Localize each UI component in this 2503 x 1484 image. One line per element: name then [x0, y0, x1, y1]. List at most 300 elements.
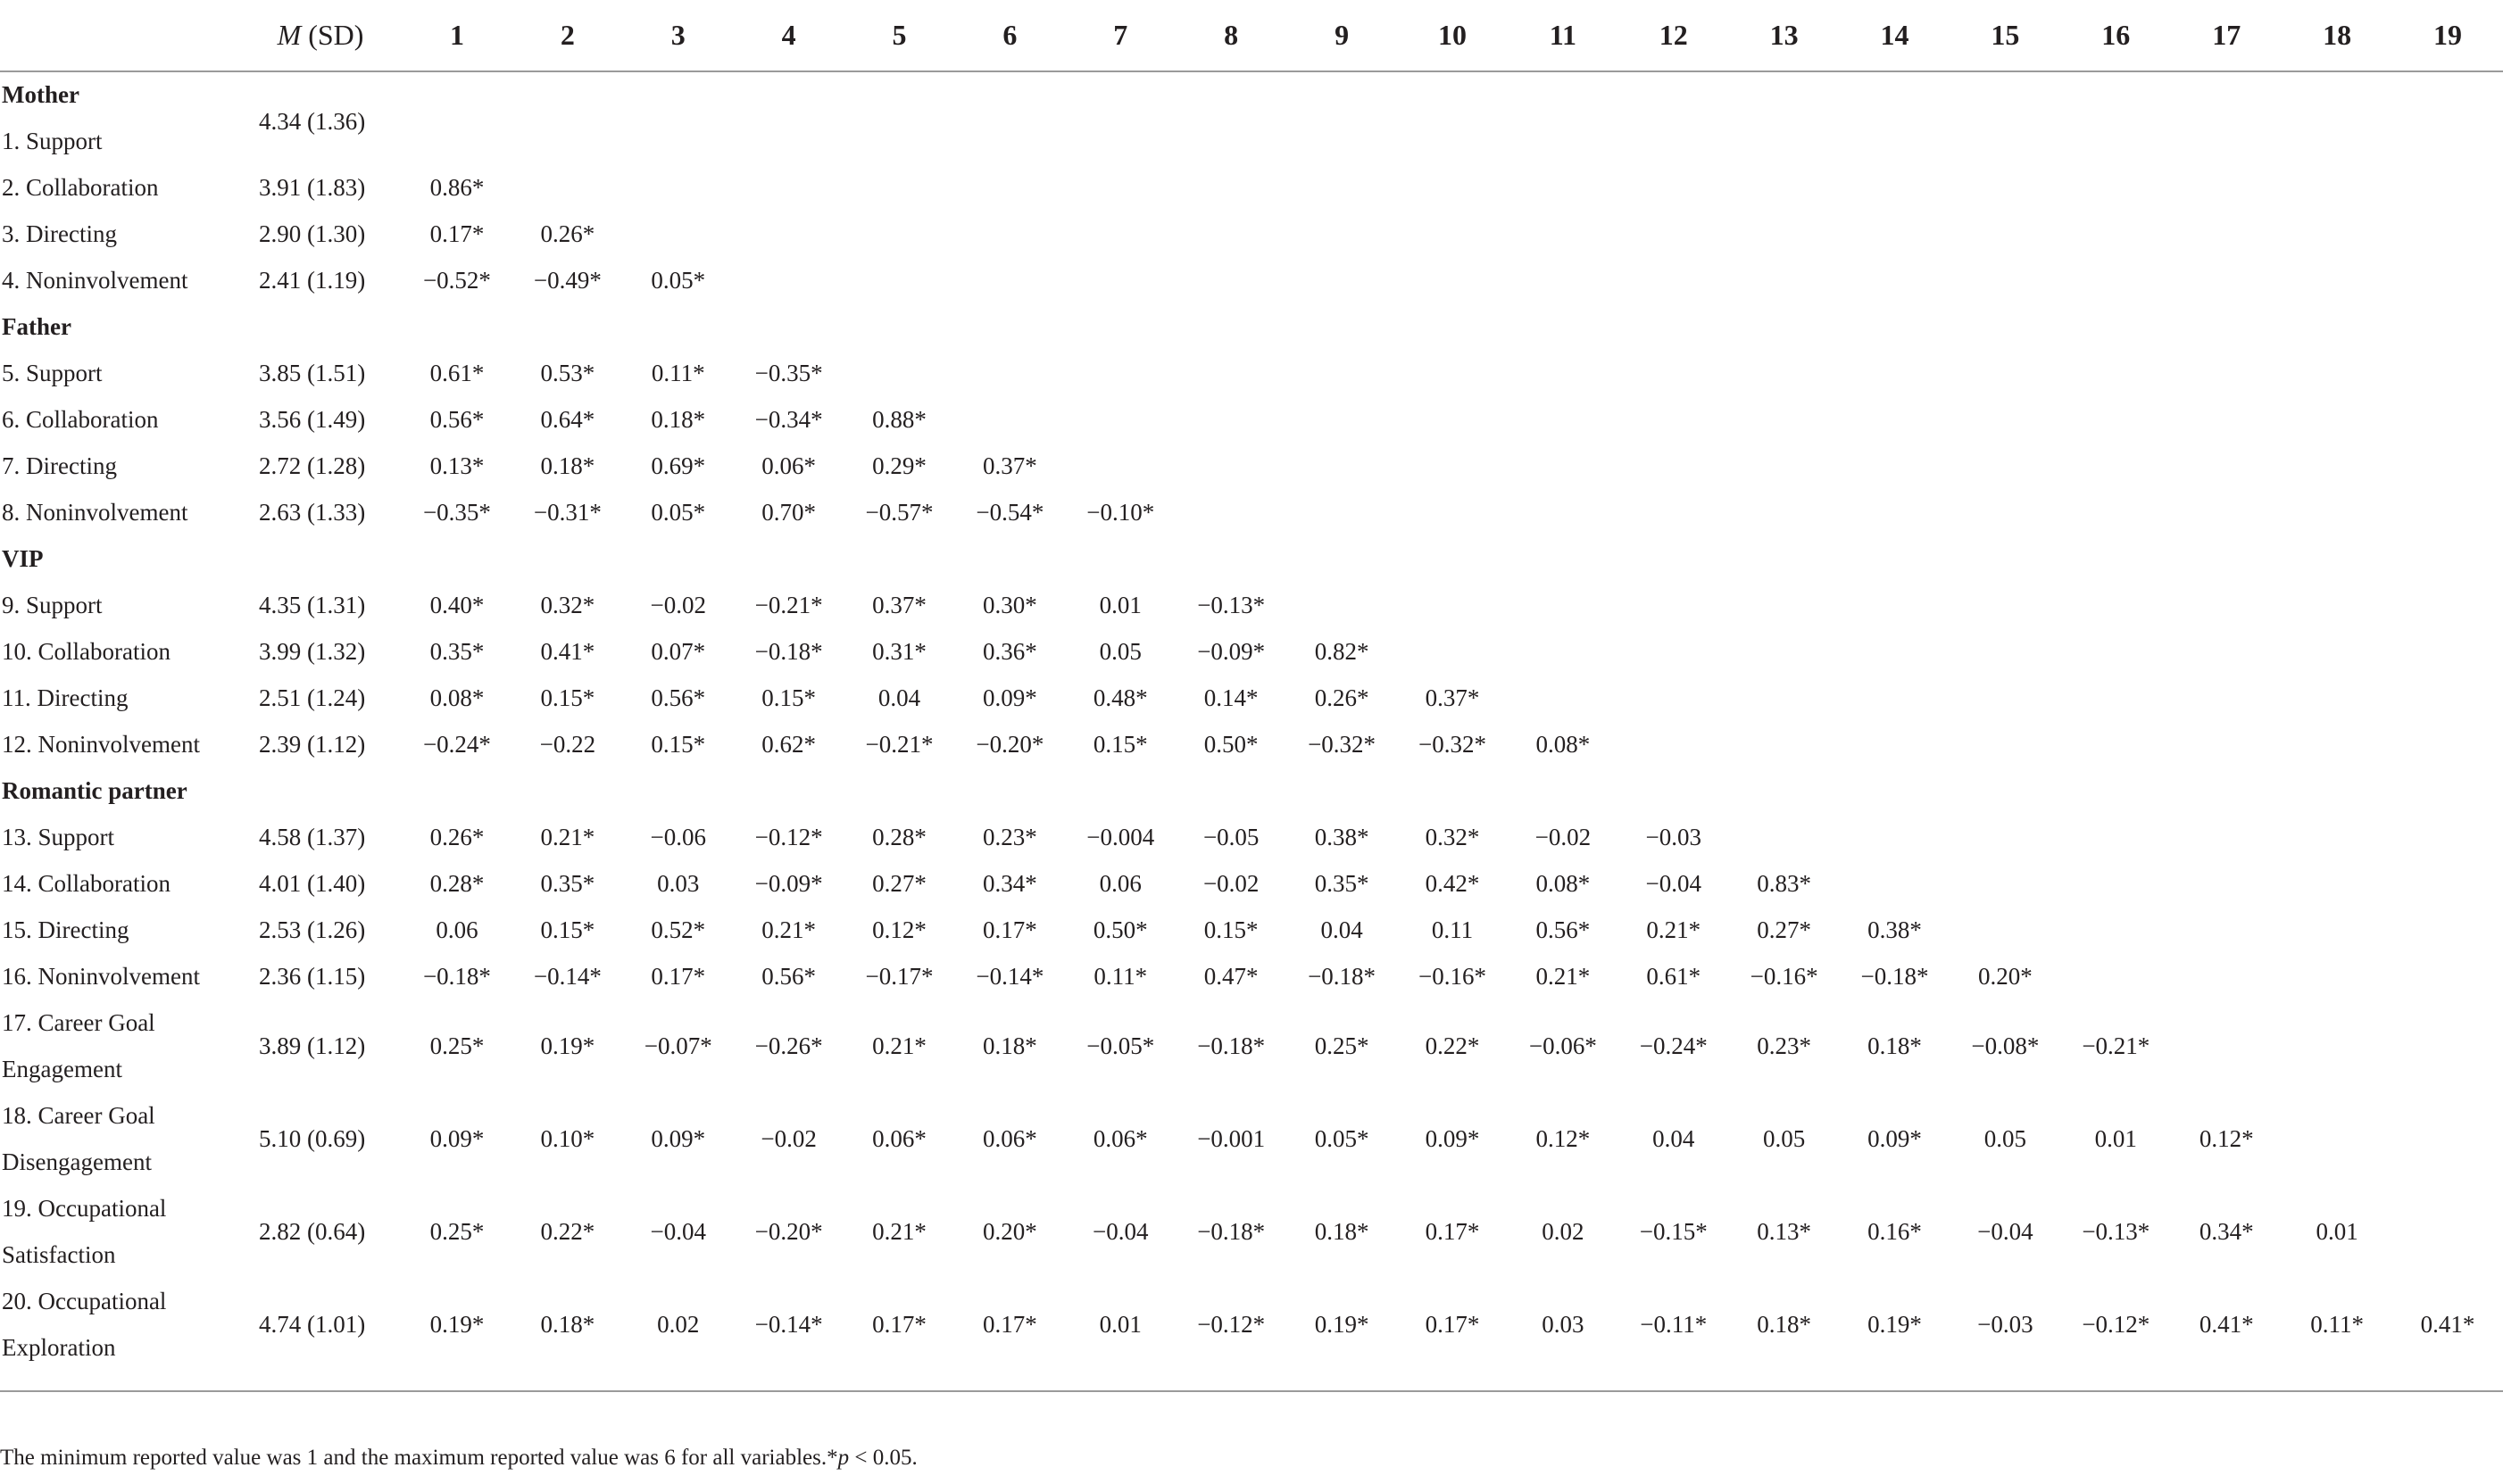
correlation-cell — [2060, 489, 2171, 535]
correlation-cell: 0.12* — [872, 916, 927, 943]
correlation-cell: 0.12* — [2199, 1124, 2254, 1152]
variable-label: 4. Noninvolvement — [2, 267, 188, 294]
correlation-cell — [1286, 443, 1397, 489]
correlation-cell — [1729, 118, 1840, 164]
correlation-cell: 0.25* — [429, 1032, 485, 1059]
correlation-cell: −0.05* — [1086, 1032, 1155, 1059]
correlation-cell — [1840, 257, 1950, 303]
correlation-cell: −0.24* — [1639, 1032, 1708, 1059]
correlation-cell — [1950, 628, 2060, 675]
correlation-cell: −0.04 — [1645, 869, 1701, 897]
correlation-cell: 0.50* — [1093, 916, 1148, 943]
correlation-cell — [1729, 582, 1840, 628]
correlation-cell: 0.26* — [540, 220, 595, 247]
correlation-cell — [1508, 582, 1618, 628]
mean-sd-cell: 2.53 (1.26) — [259, 916, 366, 943]
correlation-cell — [2282, 396, 2392, 443]
correlation-cell: 0.02 — [657, 1310, 700, 1338]
column-header-10: 10 — [1397, 0, 1508, 71]
correlation-cell: 0.56* — [761, 962, 816, 990]
correlation-cell — [2171, 582, 2282, 628]
correlation-cell — [1397, 582, 1508, 628]
variable-label: 10. Collaboration — [2, 638, 170, 665]
correlation-cell — [2392, 582, 2503, 628]
table-row — [0, 164, 2503, 211]
group-label: Romantic partner — [2, 776, 187, 804]
correlation-cell — [2060, 211, 2171, 257]
correlation-cell: 0.21* — [761, 916, 816, 943]
correlation-cell — [2282, 350, 2392, 396]
correlation-cell — [2060, 582, 2171, 628]
correlation-cell — [1286, 396, 1397, 443]
correlation-cell — [1618, 721, 1729, 767]
correlation-cell — [2392, 675, 2503, 721]
mean-sd-cell: 3.85 (1.51) — [259, 359, 366, 386]
correlation-cell — [1950, 118, 2060, 164]
correlation-cell: −0.49* — [533, 266, 602, 294]
correlation-cell — [1729, 489, 1840, 535]
correlation-cell: 0.21* — [1535, 962, 1591, 990]
correlation-cell: 0.16* — [1867, 1217, 1922, 1245]
correlation-cell: 0.32* — [540, 591, 595, 618]
correlation-cell — [1950, 443, 2060, 489]
table-row — [0, 211, 2503, 257]
variable-label: 12. Noninvolvement — [2, 731, 200, 758]
correlation-cell: 0.53* — [540, 359, 595, 386]
correlation-cell: −0.14* — [976, 962, 1044, 990]
column-header-17: 17 — [2171, 0, 2282, 71]
correlation-cell — [1508, 211, 1618, 257]
correlation-cell — [2392, 396, 2503, 443]
correlation-cell — [1950, 164, 2060, 211]
correlation-cell — [2282, 164, 2392, 211]
column-header-4: 4 — [734, 0, 844, 71]
correlation-cell: −0.32* — [1308, 730, 1376, 758]
correlation-cell — [2171, 164, 2282, 211]
correlation-cell: −0.12* — [754, 823, 823, 850]
correlation-cell — [1397, 396, 1508, 443]
correlation-cell: 0.04 — [877, 684, 921, 711]
correlation-cell: −0.18* — [422, 962, 491, 990]
correlation-cell — [1840, 164, 1950, 211]
variable-label: 14. Collaboration — [2, 870, 170, 897]
correlation-cell — [2392, 907, 2503, 953]
correlation-cell — [1176, 443, 1286, 489]
correlation-cell — [2282, 489, 2392, 535]
correlation-cell: 0.22* — [540, 1217, 595, 1245]
correlation-cell: 0.21* — [540, 823, 595, 850]
correlation-cell — [1176, 350, 1286, 396]
mean-sd-cell: 2.63 (1.33) — [259, 498, 366, 526]
correlation-cell — [2392, 118, 2503, 164]
mean-sd-cell: 4.58 (1.37) — [259, 823, 366, 850]
correlation-cell: −0.18* — [754, 637, 823, 665]
correlation-cell — [2282, 443, 2392, 489]
column-header-19: 19 — [2392, 0, 2503, 71]
correlation-cell — [2060, 443, 2171, 489]
correlation-cell — [844, 350, 955, 396]
correlation-cell: 0.09* — [651, 1124, 706, 1152]
correlation-cell — [1176, 396, 1286, 443]
correlation-cell — [734, 211, 844, 257]
table-row — [0, 396, 2503, 443]
correlation-cell: 0.38* — [1314, 823, 1369, 850]
correlation-cell: 0.34* — [2199, 1217, 2254, 1245]
group-header-row — [0, 303, 2503, 350]
correlation-cell: 0.36* — [983, 637, 1037, 665]
correlation-cell: −0.17* — [865, 962, 934, 990]
correlation-cell — [1950, 582, 2060, 628]
correlation-cell: 0.05 — [1099, 637, 1142, 665]
correlation-cell: 0.82* — [1314, 637, 1369, 665]
table-body — [0, 71, 2503, 1371]
correlation-cell: 0.17* — [429, 220, 485, 247]
correlation-cell: 0.19* — [1867, 1310, 1922, 1338]
correlation-cell — [2060, 907, 2171, 953]
correlation-cell — [2392, 489, 2503, 535]
correlation-cell: 0.18* — [1757, 1310, 1811, 1338]
correlation-cell — [2060, 675, 2171, 721]
correlation-cell: −0.12* — [1197, 1310, 1266, 1338]
column-header-1: 1 — [402, 0, 512, 71]
correlation-cell — [1840, 860, 1950, 907]
correlation-cell — [734, 118, 844, 164]
correlation-cell — [2282, 953, 2392, 999]
correlation-cell — [2171, 999, 2282, 1092]
correlation-cell — [1618, 489, 1729, 535]
variable-label: 13. Support — [2, 824, 115, 850]
table-row — [0, 489, 2503, 535]
correlation-cell: −0.52* — [422, 266, 491, 294]
correlation-cell — [2282, 860, 2392, 907]
correlation-cell: 0.04 — [1320, 916, 1363, 943]
correlation-cell: 0.69* — [651, 452, 706, 479]
table-bottom-rule — [0, 1390, 2503, 1392]
correlation-cell — [623, 164, 734, 211]
table-footnote: The minimum reported value was 1 and the maximum reported value was 6 for all variables.*p < 0.05. — [0, 1446, 918, 1470]
correlation-cell: 0.01 — [1099, 1310, 1142, 1338]
table-row — [0, 860, 2503, 907]
correlation-cell — [2282, 721, 2392, 767]
correlation-cell: 0.18* — [1867, 1032, 1922, 1059]
column-header-2: 2 — [512, 0, 623, 71]
correlation-cell — [1729, 350, 1840, 396]
correlation-cell: 0.15* — [761, 684, 816, 711]
variable-label: 2. Collaboration — [2, 174, 159, 201]
correlation-cell — [954, 257, 1065, 303]
correlation-cell — [2060, 257, 2171, 303]
correlation-cell — [1950, 489, 2060, 535]
correlation-cell: 0.37* — [872, 591, 927, 618]
correlation-cell — [1508, 118, 1618, 164]
correlation-cell — [1950, 814, 2060, 860]
correlation-cell — [1729, 164, 1840, 211]
correlation-cell — [2282, 1092, 2392, 1185]
variable-label: 15. Directing — [2, 916, 129, 943]
correlation-cell: 0.64* — [540, 405, 595, 433]
mean-sd-cell: 2.39 (1.12) — [259, 730, 366, 758]
correlation-cell — [1176, 489, 1286, 535]
correlation-cell: −0.35* — [422, 498, 491, 526]
correlation-cell — [1729, 675, 1840, 721]
correlation-cell — [2171, 953, 2282, 999]
correlation-cell: −0.18* — [1197, 1217, 1266, 1245]
correlation-cell — [1065, 118, 1176, 164]
correlation-cell — [734, 164, 844, 211]
mean-sd-cell: 2.90 (1.30) — [259, 220, 366, 247]
correlation-cell — [2392, 814, 2503, 860]
mean-sd-cell: 2.36 (1.15) — [259, 962, 366, 990]
column-header-14: 14 — [1840, 0, 1950, 71]
correlation-cell — [2392, 860, 2503, 907]
correlation-cell: −0.31* — [533, 498, 602, 526]
correlation-cell: 0.19* — [1314, 1310, 1369, 1338]
correlation-cell — [1176, 164, 1286, 211]
correlation-cell — [1950, 396, 2060, 443]
table-row — [0, 953, 2503, 999]
correlation-cell — [954, 350, 1065, 396]
correlation-cell: 0.13* — [1757, 1217, 1811, 1245]
correlation-cell — [1618, 675, 1729, 721]
table-row — [0, 443, 2503, 489]
correlation-cell — [2171, 257, 2282, 303]
correlation-cell: 0.09* — [1425, 1124, 1480, 1152]
correlation-cell: 0.29* — [872, 452, 927, 479]
correlation-cell — [2060, 350, 2171, 396]
correlation-cell: 0.25* — [1314, 1032, 1369, 1059]
correlation-cell — [1065, 443, 1176, 489]
correlation-cell: 0.03 — [1542, 1310, 1584, 1338]
correlation-cell — [2171, 118, 2282, 164]
table-row — [0, 1278, 2503, 1371]
correlation-cell — [1950, 257, 2060, 303]
correlation-cell — [1950, 721, 2060, 767]
correlation-cell: 0.14* — [1203, 684, 1259, 711]
correlation-cell: 0.62* — [761, 730, 816, 758]
correlation-cell: 0.07* — [651, 637, 706, 665]
correlation-cell: 0.47* — [1203, 962, 1259, 990]
correlation-cell — [1950, 350, 2060, 396]
correlation-cell — [1508, 443, 1618, 489]
correlation-cell: −0.12* — [2082, 1310, 2150, 1338]
column-header-13: 13 — [1729, 0, 1840, 71]
correlation-cell — [512, 164, 623, 211]
group-header-row — [0, 535, 2503, 582]
correlation-cell: 0.41* — [540, 637, 595, 665]
variable-label: 16. Noninvolvement — [2, 963, 200, 990]
correlation-cell: 0.17* — [1425, 1217, 1480, 1245]
correlation-cell: −0.21* — [754, 591, 823, 618]
correlation-cell: 0.61* — [1646, 962, 1701, 990]
mean-sd-cell: 3.91 (1.83) — [259, 173, 366, 201]
correlation-cell — [1508, 675, 1618, 721]
correlation-cell: −0.20* — [754, 1217, 823, 1245]
correlation-cell — [2171, 907, 2282, 953]
correlation-cell: 0.05* — [651, 498, 706, 526]
correlation-cell — [1065, 350, 1176, 396]
mean-sd-cell: 3.99 (1.32) — [259, 637, 366, 665]
correlation-cell: −0.32* — [1418, 730, 1486, 758]
correlation-cell: 0.20* — [1978, 962, 2033, 990]
correlation-cell: 0.23* — [1757, 1032, 1811, 1059]
variable-label: 8. Noninvolvement — [2, 499, 188, 526]
correlation-cell: −0.04 — [650, 1217, 706, 1245]
correlation-cell — [2392, 628, 2503, 675]
correlation-cell — [1618, 396, 1729, 443]
correlation-cell — [2171, 721, 2282, 767]
correlation-cell — [2060, 118, 2171, 164]
column-header-12: 12 — [1618, 0, 1729, 71]
correlation-cell — [1065, 211, 1176, 257]
correlation-cell: 0.11* — [1094, 962, 1148, 990]
header-mean-sd: M (SD) — [239, 0, 402, 71]
correlation-cell: 0.11* — [651, 359, 705, 386]
correlation-cell: 0.27* — [1757, 916, 1811, 943]
correlation-cell — [1950, 675, 2060, 721]
variable-label: 18. Career Goal Disengagement — [2, 1102, 155, 1175]
correlation-cell — [2282, 582, 2392, 628]
variable-label: 20. Occupational Exploration — [2, 1288, 167, 1361]
correlation-cell: 0.21* — [1646, 916, 1701, 943]
correlation-cell: −0.09* — [1197, 637, 1266, 665]
correlation-cell — [2392, 164, 2503, 211]
correlation-cell — [2282, 814, 2392, 860]
correlation-cell: −0.13* — [2082, 1217, 2150, 1245]
column-header-16: 16 — [2060, 0, 2171, 71]
correlation-cell — [1065, 257, 1176, 303]
correlation-cell: 0.50* — [1203, 730, 1259, 758]
correlation-cell: 0.17* — [983, 1310, 1037, 1338]
correlation-cell: 0.09* — [1867, 1124, 1922, 1152]
correlation-cell — [1840, 350, 1950, 396]
correlation-cell — [1840, 211, 1950, 257]
correlation-cell — [734, 257, 844, 303]
correlation-cell: −0.02 — [650, 591, 706, 618]
correlation-cell: 0.17* — [651, 962, 706, 990]
correlation-cell — [2282, 211, 2392, 257]
correlation-cell — [2171, 211, 2282, 257]
correlation-cell: 0.18* — [1314, 1217, 1369, 1245]
correlation-cell — [1508, 350, 1618, 396]
group-header-row — [0, 767, 2503, 814]
variable-label: 17. Career Goal Engagement — [2, 1009, 155, 1082]
correlation-cell: 0.05 — [1983, 1124, 2027, 1152]
correlation-cell: 0.06* — [761, 452, 816, 479]
correlation-cell: −0.24* — [422, 730, 491, 758]
correlation-cell: 0.08* — [1535, 730, 1591, 758]
correlation-cell: 0.18* — [540, 1310, 595, 1338]
correlation-cell: 0.23* — [983, 823, 1037, 850]
correlation-cell — [2171, 860, 2282, 907]
variable-label: 11. Directing — [2, 684, 129, 711]
correlation-cell — [2171, 675, 2282, 721]
correlation-cell: 0.09* — [429, 1124, 485, 1152]
correlation-cell — [1840, 489, 1950, 535]
correlation-cell: −0.04 — [1977, 1217, 2033, 1245]
correlation-cell — [2171, 489, 2282, 535]
correlation-cell: −0.08* — [1971, 1032, 2040, 1059]
correlation-cell — [1618, 211, 1729, 257]
correlation-cell: −0.02 — [1534, 823, 1592, 850]
correlation-cell: 0.18* — [540, 452, 595, 479]
correlation-cell — [844, 257, 955, 303]
correlation-cell — [2392, 257, 2503, 303]
correlation-cell — [1065, 164, 1176, 211]
correlation-cell: −0.05 — [1202, 823, 1260, 850]
correlation-cell: 0.12* — [1535, 1124, 1591, 1152]
correlation-cell: 0.38* — [1867, 916, 1922, 943]
mean-sd-cell: 4.74 (1.01) — [259, 1310, 366, 1338]
correlation-cell: 0.03 — [657, 869, 700, 897]
correlation-cell: 0.06* — [872, 1124, 927, 1152]
correlation-cell — [1729, 814, 1840, 860]
correlation-cell: −0.54* — [976, 498, 1044, 526]
correlation-cell: 0.15* — [1093, 730, 1148, 758]
column-header-11: 11 — [1508, 0, 1618, 71]
correlation-cell — [844, 164, 955, 211]
correlation-cell — [1286, 211, 1397, 257]
mean-sd-cell: 3.89 (1.12) — [259, 1032, 366, 1059]
mean-sd-cell: 2.51 (1.24) — [259, 684, 366, 711]
mean-sd-cell: 3.56 (1.49) — [259, 405, 366, 433]
correlation-cell: 0.21* — [872, 1032, 927, 1059]
correlation-cell — [2392, 953, 2503, 999]
correlation-cell — [623, 118, 734, 164]
correlation-cell: 0.26* — [1314, 684, 1369, 711]
correlation-cell: 0.09* — [983, 684, 1037, 711]
table-row — [0, 257, 2503, 303]
correlation-cell — [2171, 443, 2282, 489]
correlation-cell: 0.18* — [983, 1032, 1037, 1059]
mean-sd-cell: 4.35 (1.31) — [259, 591, 366, 618]
group-label: Father — [2, 312, 71, 340]
correlation-cell — [1508, 164, 1618, 211]
correlation-cell: 0.56* — [429, 405, 485, 433]
correlation-cell: −0.18* — [1197, 1032, 1266, 1059]
variable-label: 3. Directing — [2, 220, 117, 247]
correlation-cell — [2392, 1092, 2503, 1185]
correlation-cell — [1065, 396, 1176, 443]
table-row — [0, 907, 2503, 953]
correlation-cell: 0.25* — [429, 1217, 485, 1245]
correlation-cell: −0.21* — [865, 730, 934, 758]
correlation-cell — [2060, 953, 2171, 999]
correlation-cell: 0.52* — [651, 916, 706, 943]
correlation-cell: −0.09* — [754, 869, 823, 897]
correlation-cell — [1286, 118, 1397, 164]
correlation-cell — [954, 164, 1065, 211]
correlation-cell — [2060, 164, 2171, 211]
table-row — [0, 118, 2503, 164]
correlation-cell — [1397, 211, 1508, 257]
correlation-cell: 0.28* — [872, 823, 927, 850]
correlation-cell — [1840, 396, 1950, 443]
variable-label: 6. Collaboration — [2, 406, 159, 433]
correlation-cell: 0.15* — [651, 730, 706, 758]
correlation-cell: 0.13* — [429, 452, 485, 479]
correlation-cell: 0.40* — [429, 591, 485, 618]
correlation-cell — [2392, 211, 2503, 257]
correlation-cell: 0.83* — [1757, 869, 1811, 897]
correlation-cell: 0.88* — [872, 405, 927, 433]
correlation-cell — [1729, 211, 1840, 257]
mean-sd-cell: 2.72 (1.28) — [259, 452, 366, 479]
correlation-cell: 0.08* — [429, 684, 485, 711]
correlation-cell — [1397, 443, 1508, 489]
correlation-cell: 0.05* — [651, 266, 706, 294]
correlation-cell: −0.22 — [539, 730, 596, 758]
correlation-cell — [2171, 396, 2282, 443]
